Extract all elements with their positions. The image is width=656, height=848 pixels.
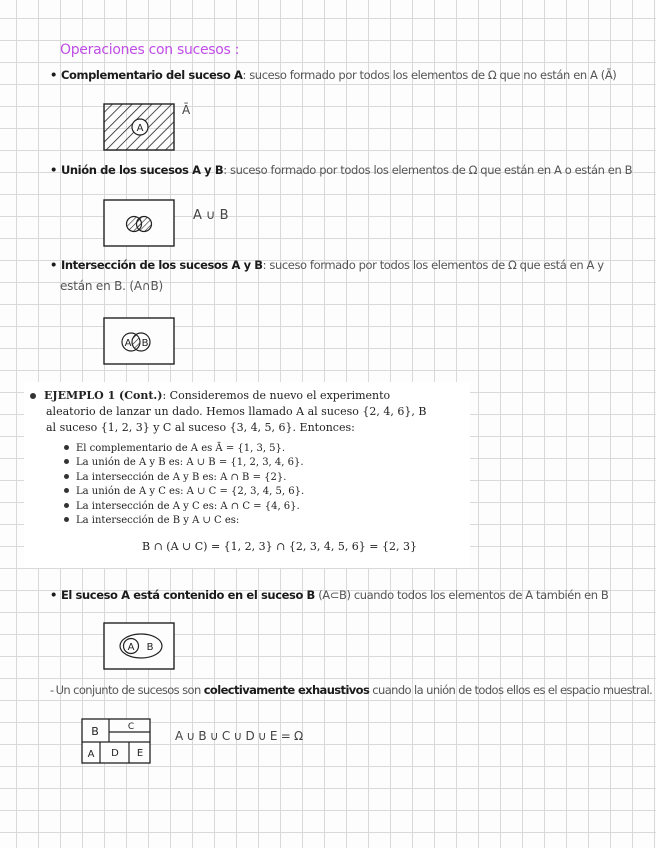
example-line-3: al suceso {1, 2, 3} y C al suceso {3, 4, 5, 6}. Entonces:	[46, 421, 355, 434]
set-a-label: A	[124, 338, 132, 349]
exhaustive-term: colectivamente exhaustivos	[203, 683, 370, 697]
union-definition	[50, 163, 632, 177]
bullet: •	[50, 258, 57, 272]
list-item: El complementario de A es Ā = {1, 3, 5}.	[64, 442, 304, 456]
list-item: La intersección de B y A ∪ C es:	[64, 514, 304, 528]
list-item: La intersección de A y C es: A ∩ C = {4, 6}.	[64, 500, 304, 514]
intersection-description: : suceso formado por todos los elementos de Ω que está en A y	[262, 258, 604, 272]
intersection-term: Intersección de los sucesos A y B	[60, 258, 263, 272]
contained-description: (A⊂B) cuando todos los elementos de A también en B	[318, 588, 609, 602]
bullet: •	[50, 163, 57, 177]
union-description: : suceso formado por todos los elementos de Ω que están en A o están en B	[223, 163, 633, 177]
set-a-label: A	[136, 123, 144, 134]
example-line-2: aleatorio de lanzar un dado. Hemos llamado A al suceso {2, 4, 6}, B	[46, 405, 427, 418]
partition-diagram	[81, 718, 153, 766]
complement-diagram	[103, 103, 175, 151]
list-item: La unión de A y C es: A ∪ C = {2, 3, 4, 5, 6}.	[64, 485, 304, 499]
complement-symbol: Ā	[182, 103, 191, 117]
exhaustive-text-2: cuando la unión de todos ellos es el espacio muestral.	[369, 683, 653, 697]
bullet-icon	[30, 393, 36, 399]
union-term: Unión de los sucesos A y B	[60, 163, 224, 177]
set-a-label: A	[127, 642, 135, 653]
cell-c-label: C	[127, 722, 135, 732]
set-b-circle	[137, 217, 152, 232]
contained-diagram	[103, 622, 175, 670]
example-card	[24, 382, 470, 568]
example-list	[64, 442, 304, 528]
bullet: •	[50, 588, 57, 602]
union-symbol: A ∪ B	[193, 208, 229, 223]
complement-term: Complementario del suceso A	[60, 68, 243, 82]
example-line-1: : Consideremos de nuevo el experimento	[162, 389, 391, 402]
complement-description: : suceso formado por todos los elementos de Ω que no están en A (Ā)	[242, 68, 617, 82]
contained-term: El suceso A está contenido en el suceso B	[60, 588, 315, 602]
list-item: La intersección de A y B es: A ∩ B = {2}.	[64, 471, 304, 485]
cell-e-label: E	[136, 748, 144, 759]
exhaustive-equation: A ∪ B ∪ C ∪ D ∪ E = Ω	[175, 729, 303, 743]
cell-b-label: B	[91, 725, 99, 738]
cell-d-label: D	[111, 748, 119, 759]
page-title: Operaciones con sucesos :	[60, 42, 240, 58]
example-heading: EJEMPLO 1 (Cont.)	[44, 389, 163, 402]
bullet: •	[50, 68, 57, 82]
cell-a-label: A	[87, 749, 95, 760]
contained-definition	[50, 588, 608, 602]
intersection-definition	[50, 258, 604, 272]
intersection-diagram	[103, 317, 175, 365]
exhaustive-definition	[50, 683, 652, 697]
set-b-label: B	[141, 338, 149, 349]
list-item: La unión de A y B es: A ∪ B = {1, 2, 3, 4, 6}.	[64, 456, 304, 470]
bullet: -	[50, 683, 54, 697]
complement-definition	[50, 68, 616, 82]
intersection-description-cont: están en B. (A∩B)	[60, 279, 163, 293]
example-lead	[24, 388, 464, 436]
union-diagram	[103, 199, 175, 247]
example-formula: B ∩ (A ∪ C) = {1, 2, 3} ∩ {2, 3, 4, 5, 6} = {2, 3}	[142, 540, 418, 553]
exhaustive-text-1: Un conjunto de sucesos son	[55, 683, 204, 697]
set-b-label: B	[146, 642, 154, 653]
